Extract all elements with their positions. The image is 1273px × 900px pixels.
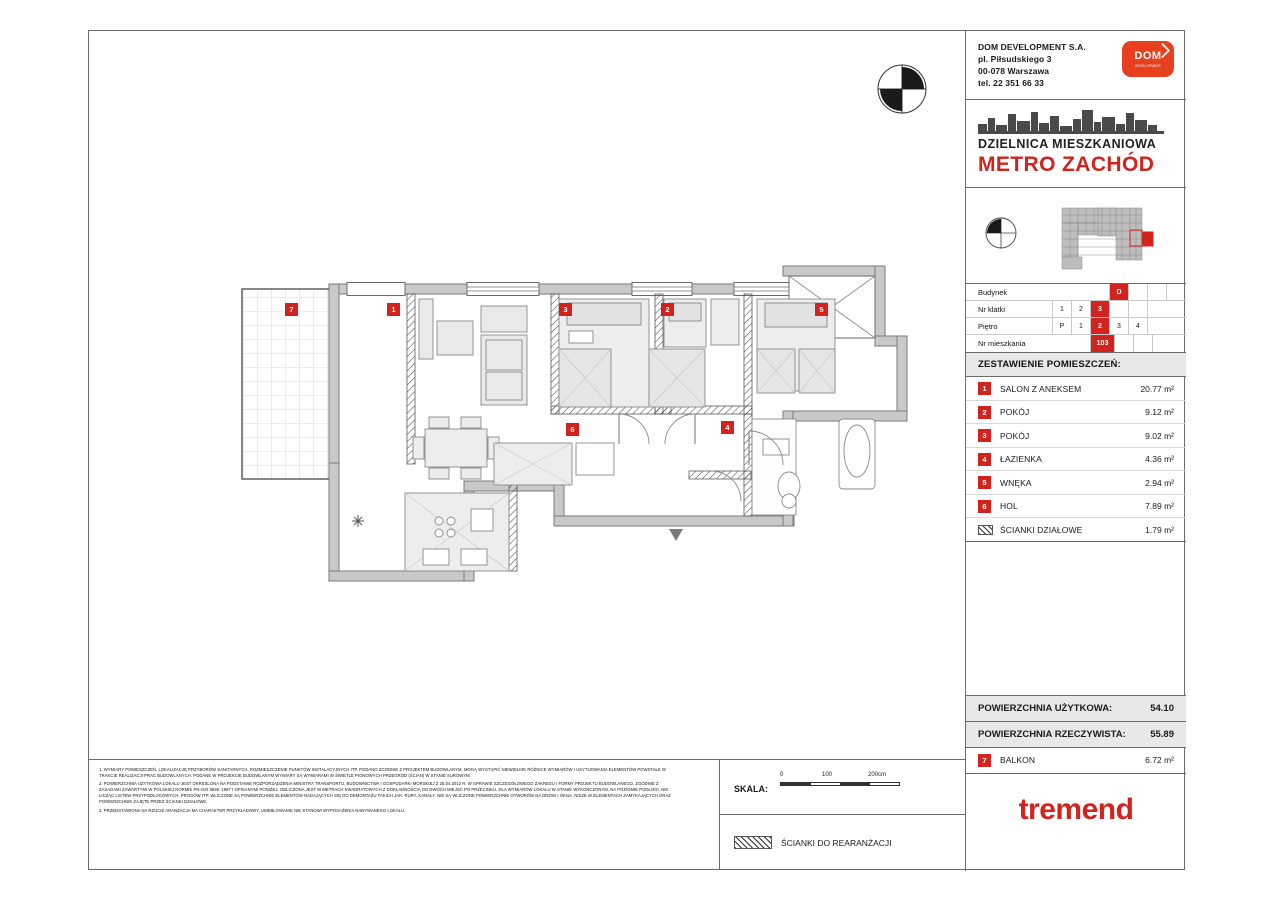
footer-bar <box>89 759 965 869</box>
rearrange-label: ŚCIANKI DO REARANŻACJI <box>781 837 892 848</box>
floor-plan-area <box>89 31 965 761</box>
row-number: 2 <box>978 406 991 419</box>
table-row <box>966 401 1186 425</box>
company-phone: tel. 22 351 66 33 <box>978 78 1044 89</box>
floor-label: Piętro <box>978 321 998 331</box>
row-name: ŚCIANKI DZIAŁOWE <box>1000 524 1083 535</box>
room-marker-3: 3 <box>559 303 572 316</box>
actual-area-label: POWIERZCHNIA RZECZYWISTA: <box>978 728 1126 740</box>
row-area: 4.36 m² <box>1145 454 1174 464</box>
row-area: 7.89 m² <box>1145 501 1174 511</box>
row-area: 20.77 m² <box>1140 383 1174 394</box>
room-marker-4: 4 <box>721 421 734 434</box>
row-area: 9.02 m² <box>1145 430 1174 441</box>
room-marker-1: 1 <box>387 303 400 316</box>
schedule-title: ZESTAWIENIE POMIESZCZEŃ: <box>966 353 1186 377</box>
usable-area-label: POWIERZCHNIA UŻYTKOWA: <box>978 702 1113 714</box>
row-name: POKÓJ <box>1000 430 1030 441</box>
drawing-sheet <box>88 30 1185 870</box>
tremend-logo-text: tremend <box>1018 792 1134 826</box>
table-row <box>966 495 1186 519</box>
brand-subtitle: DZIELNICA MIESZKANIOWA <box>978 137 1157 152</box>
rearrange-hatch-swatch <box>734 836 772 849</box>
table-row <box>966 448 1186 472</box>
rearrange-legend <box>720 815 966 870</box>
building-table <box>966 284 1186 353</box>
logo-text-bottom: DEVELOPMENT <box>1134 63 1162 68</box>
row-number: 7 <box>978 754 991 767</box>
table-row-partitions <box>966 518 1186 542</box>
building-key-plan <box>1060 204 1158 274</box>
row-name: BALKON <box>1000 755 1036 766</box>
room-schedule-list <box>966 377 1186 542</box>
table-row <box>966 471 1186 495</box>
row-area: 2.94 m² <box>1145 477 1174 488</box>
apartment-label: Nr mieszkania <box>978 339 1026 349</box>
table-row <box>966 424 1186 448</box>
scale-tick-0: 0 <box>780 772 784 778</box>
blank-spacer <box>966 542 1186 696</box>
row-area: 9.12 m² <box>1145 407 1174 417</box>
floor-cell-1[interactable]: 1 <box>1071 318 1090 334</box>
brand-title: METRO ZACHÓD <box>978 153 1155 177</box>
floor-cell-4[interactable]: 4 <box>1128 318 1147 334</box>
note-3: 3. PRZEDSTAWIONA NA RZUCIE ARANŻACJA MA CHARAKTER PRZYKŁADOWY, UMEBLOWANIE NIE STANOWI WYPOSAŻENIA NABYWANEGO LOKALU. <box>99 807 406 813</box>
usable-area-row <box>966 696 1186 722</box>
row-number: 4 <box>978 453 991 466</box>
table-row <box>966 377 1186 401</box>
row-number: 3 <box>978 429 991 442</box>
company-address-1: pl. Piłsudskiego 3 <box>978 54 1052 65</box>
scale-tick-100: 100 <box>822 772 833 778</box>
scale-bar-graphic <box>780 772 920 786</box>
building-label: Budynek <box>978 287 1008 297</box>
row-name: POKÓJ <box>1000 407 1030 417</box>
row-area: 1.79 m² <box>1145 524 1174 535</box>
staircase-cell-1[interactable]: 1 <box>1052 301 1071 317</box>
floor-cell-p[interactable]: P <box>1052 318 1071 334</box>
tremend-logo <box>966 774 1186 846</box>
row-number: 6 <box>978 500 991 513</box>
actual-area-value: 55.89 <box>1150 728 1174 740</box>
room-marker-2: 2 <box>661 303 674 316</box>
company-block <box>966 31 1186 100</box>
compass-small-icon <box>984 216 1018 250</box>
row-area: 6.72 m² <box>1145 755 1174 766</box>
info-panel <box>965 31 1186 871</box>
staircase-label: Nr klatki <box>978 304 1006 314</box>
key-plan-block <box>966 188 1186 284</box>
usable-area-value: 54.10 <box>1150 702 1174 714</box>
skyline-icon <box>978 108 1164 134</box>
scale-tick-200: 200cm <box>868 772 887 778</box>
logo-text-top: DOM <box>1134 49 1162 62</box>
note-2: 2. POWIERZCHNIA UŻYTKOWA LOKALU JEST OKREŚLONA NA PODSTAWIE ROZPORZĄDZENIA MINISTRA TRANSPORTU, BUDOWNICTWA I GOSPODARKI MORSKIEJ Z 25.04.2012 R. W SPRAWIE SZCZEGÓŁOWEGO ZAKRESU I FORMY PROJEKTU BUDOWLANEGO, ZGODNIE Z ZASADAMI ZAWARTYMI W POLSKIEJ NORMIE PN-ISO 9836: 1997 I OPISANYMI PONIŻEJ. OBLICZONA JEST W METRACH KWADRATOWYCH Z DOKŁADNOŚCIĄ DO DWÓCH MIEJSC PO PRZECINKU. DLA WYMIARÓW LOKALU W STANIE WYKOŃCZONYM, NA POZIOMIE PODŁOGI, NIE LICZĄC LISTEW PRZYPODŁOGOWYCH, PROGÓW ITP. WLICZONE SĄ POWIERZCHNIE ELEMENTÓW NADAJĄCYCH SIĘ DO DEMONTAŻU TAKICH JAK: RURY, KANAŁY. NIE SĄ WLICZONE POWIERZCHNIE OTWORÓW NA DRZWI I OKNA, NISZE W ELEMENTACH ZAMYKAJĄCYCH ORAZ POWIERZCHNIE ZAJĘTE PRZEZ ŚCIANKI DZIAŁOWE. <box>99 781 671 805</box>
building-row-mieszkanie <box>966 335 1186 352</box>
row-number: 5 <box>978 476 991 489</box>
staircase-cell-2[interactable]: 2 <box>1071 301 1090 317</box>
building-row-budynek <box>966 284 1186 301</box>
row-name: HOL <box>1000 501 1018 511</box>
room-marker-6: 6 <box>566 423 579 436</box>
scale-section <box>719 760 965 870</box>
staircase-cell-3[interactable]: 3 <box>1090 301 1109 317</box>
row-name: SALON Z ANEKSEM <box>1000 383 1082 394</box>
building-cell-d[interactable]: D <box>1109 284 1128 300</box>
room-marker-5: 5 <box>815 303 828 316</box>
project-brand-block <box>966 100 1186 188</box>
dom-development-logo <box>1122 41 1174 77</box>
note-1: 1. WYMIARY POMIESZCZEŃ, LOKALIZACJĘ PRZYBORÓW SANITARNYCH, ROZMIESZCZENIE PUNKTÓW INSTALACYJNYCH ITP. PODANO ZGODNIE Z PROJEKTEM BUDOWLANYM. MOGĄ WYSTĄPIĆ NIEWIELKIE RÓŻNICE WYMIARÓW I USYTUOWANIA ELEMENTÓW POWSTAŁE W TRAKCIE REALIZACJI PRAC BUDOWLANYCH. PODANE W PROJEKCIE BUDOWLANYM WYMIARY SĄ WYMIARAMI W ŚWIETLE PIONOWYCH PRZEGRÓD (ŚCIAN) W STANIE SUROWYM. <box>99 767 666 779</box>
partition-hatch-swatch <box>978 525 993 535</box>
row-number: 1 <box>978 382 991 395</box>
scale-label: SKALA: <box>734 784 768 794</box>
floor-cell-3[interactable]: 3 <box>1109 318 1128 334</box>
room-marker-7: 7 <box>285 303 298 316</box>
actual-area-row <box>966 722 1186 748</box>
apartment-floorplan <box>89 31 965 761</box>
company-address-2: 00-078 Warszawa <box>978 66 1050 77</box>
floor-cell-2[interactable]: 2 <box>1090 318 1109 334</box>
row-name: WNĘKA <box>1000 477 1032 488</box>
building-row-klatka <box>966 301 1186 318</box>
legal-notes <box>99 767 679 816</box>
building-row-pietro <box>966 318 1186 335</box>
company-info <box>978 41 1086 89</box>
row-name: ŁAZIENKA <box>1000 454 1042 464</box>
balcony-row <box>966 748 1186 774</box>
apartment-number-cell[interactable]: 103 <box>1090 335 1114 352</box>
company-name: DOM DEVELOPMENT S.A. <box>978 42 1086 52</box>
